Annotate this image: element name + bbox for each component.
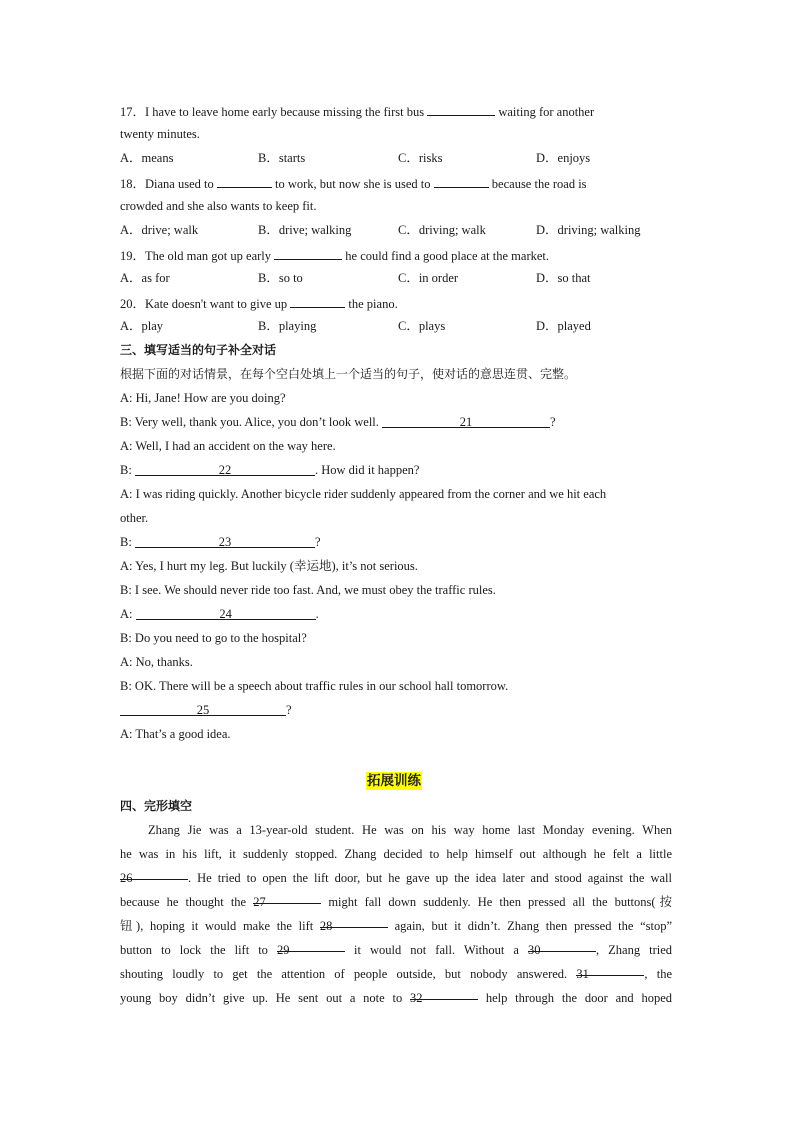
q18-option-b[interactable]: B．drive; walking (258, 223, 352, 237)
dialog-line: A: I was riding quickly. Another bicycle rider suddenly appeared from the corner and we hit each (120, 487, 607, 501)
q17-stem-part: 17．I have to leave home early because missing the first bus (120, 105, 425, 119)
passage-text: it would not fall. Without a (354, 943, 519, 957)
dialog-text: ? (314, 535, 321, 549)
dialog-text: B: (120, 463, 132, 477)
passage-text: . He tried to open the lift door, but he gave up the idea later and stood against the wall (188, 871, 672, 885)
q17-blank[interactable] (427, 102, 495, 116)
blank-26[interactable] (120, 866, 188, 885)
dialog-line: B: Do you need to go to the hospital? (120, 631, 307, 645)
passage-text: shouting loudly to get the attention of people outside, but nobody answered. (120, 967, 568, 981)
q18-blank-2[interactable] (434, 174, 489, 188)
passage-text: because he thought the (120, 895, 247, 909)
q18-stem-part: to work, but now she is used to (274, 177, 431, 191)
blank-31[interactable] (576, 962, 644, 981)
section3-instruction: 根据下面的对话情景，在每个空白处填上一个适当的句子，使对话的意思连贯、完整。 (120, 367, 577, 381)
q18-stem-part: crowded and she also wants to keep fit. (120, 199, 317, 213)
q20-stem-part: 20．Kate doesn't want to give up (120, 297, 288, 311)
passage-line (120, 914, 672, 938)
q18-stem-line1 (120, 174, 587, 192)
blank-number: 32 (410, 991, 423, 1005)
passage-text: again, but it didn’t. Zhang then pressed the “stop” (394, 919, 673, 933)
passage-text: young boy didn’t give up. He sent out a note to (120, 991, 403, 1005)
passage-text: help through the door and hoped (485, 991, 672, 1005)
section3-heading: 三、填写适当的句子补全对话 (120, 343, 277, 357)
blank-number: 31 (576, 967, 589, 981)
dialog-text: ? (550, 415, 556, 429)
q19-stem (120, 246, 549, 264)
dialog-line: A: Well, I had an accident on the way here. (120, 439, 336, 453)
q18-blank-1[interactable] (217, 174, 272, 188)
dialog-line: B: OK. There will be a speech about traffic rules in our school hall tomorrow. (120, 679, 509, 693)
passage-text: , Zhang tried (596, 943, 673, 957)
dialog-text: . (315, 607, 319, 621)
q20-stem (120, 294, 398, 312)
extension-title: 拓展训练 (367, 773, 421, 789)
q20-blank[interactable] (290, 294, 345, 308)
blank-28[interactable] (319, 914, 388, 933)
q17-stem-part: twenty minutes. (120, 127, 200, 141)
dialog-text: B: (120, 535, 132, 549)
blank-30[interactable] (528, 938, 596, 957)
dialog-text: ? (286, 703, 292, 717)
passage-line (120, 890, 672, 914)
passage-text: might fall down suddenly. He then pressed all the buttons(按 (328, 895, 673, 909)
q20-stem-part: the piano. (348, 297, 398, 311)
q18-option-a[interactable]: A．drive; walk (120, 223, 199, 237)
dialog-line (120, 414, 556, 430)
q20-option-c[interactable]: C．plays (398, 319, 446, 333)
blank-number: 21 (459, 415, 473, 429)
dialog-line: A: Hi, Jane! How are you doing? (120, 391, 286, 405)
dialog-text: . How did it happen? (314, 463, 420, 477)
q17-option-b[interactable]: B．starts (258, 151, 306, 165)
blank-number: 26 (120, 871, 133, 885)
q18-stem-part: 18．Diana used to (120, 177, 214, 191)
passage-line: he was in his lift, it suddenly stopped. Zhang decided to help himself out although he felt a little (120, 847, 672, 861)
cloze-passage (120, 818, 672, 1010)
passage-text: button to lock the lift to (120, 943, 268, 957)
blank-27[interactable] (253, 890, 321, 909)
q18-option-c[interactable]: C．driving; walk (398, 223, 486, 237)
passage-line (120, 962, 672, 986)
q19-option-d[interactable]: D．so that (536, 271, 591, 285)
dialog-line: B: I see. We should never ride too fast. And, we must obey the traffic rules. (120, 583, 496, 597)
blank-25[interactable] (120, 702, 286, 716)
blank-number: 27 (253, 895, 266, 909)
q19-stem-part: he could find a good place at the market. (345, 249, 550, 263)
passage-line (120, 866, 672, 890)
q18-option-d[interactable]: D．driving; walking (536, 223, 641, 237)
dialog-line (120, 702, 292, 718)
blank-23[interactable] (135, 534, 315, 548)
blank-22[interactable] (135, 462, 315, 476)
blank-number: 23 (218, 535, 232, 549)
blank-number: 29 (276, 943, 290, 957)
passage-line: Zhang Jie was a 13-year-old student. He was on his way home last Monday evening. When (148, 823, 672, 837)
blank-number: 30 (528, 943, 541, 957)
q17-option-c[interactable]: C．risks (398, 151, 443, 165)
dialog-line (120, 534, 321, 550)
section4-heading: 四、完形填空 (120, 799, 193, 813)
blank-number: 24 (219, 607, 232, 621)
passage-line (120, 986, 672, 1010)
q20-option-a[interactable]: A．play (120, 319, 164, 333)
blank-29[interactable] (276, 938, 345, 957)
passage-line (120, 938, 672, 962)
q20-option-b[interactable]: B．playing (258, 319, 317, 333)
q17-option-d[interactable]: D．enjoys (536, 151, 591, 165)
blank-21[interactable] (382, 414, 550, 428)
q19-blank[interactable] (274, 246, 342, 260)
dialog-line (120, 462, 419, 478)
q18-stem-part: because the road is (491, 177, 587, 191)
blank-number: 28 (319, 919, 333, 933)
passage-text: 钮), hoping it would make the lift (120, 919, 314, 933)
dialog-line: A: Yes, I hurt my leg. But luckily (幸运地), it’s not serious. (120, 559, 418, 573)
blank-number: 22 (218, 463, 232, 477)
q19-stem-part: 19．The old man got up early (120, 249, 272, 263)
dialog-line: A: That’s a good idea. (120, 727, 231, 741)
q19-option-b[interactable]: B．so to (258, 271, 303, 285)
q19-option-a[interactable]: A．as for (120, 271, 170, 285)
q17-stem-line1 (120, 102, 594, 120)
q18-stem-line2 (120, 198, 316, 214)
blank-32[interactable] (410, 986, 478, 1005)
q20-option-d[interactable]: D．played (536, 319, 591, 333)
q19-option-c[interactable]: C．in order (398, 271, 459, 285)
q17-stem-part: waiting for another (498, 105, 595, 119)
blank-number: 25 (196, 703, 210, 717)
dialog-line: other. (120, 511, 149, 525)
dialog-line (120, 606, 319, 622)
q17-stem-line2 (120, 126, 200, 142)
dialog-line: A: No, thanks. (120, 655, 193, 669)
dialog-text: A: (120, 607, 133, 621)
passage-text: , the (644, 967, 672, 981)
q17-option-a[interactable]: A．means (120, 151, 174, 165)
blank-24[interactable] (136, 606, 316, 620)
dialog-text: B: Very well, thank you. Alice, you don’t look well. (120, 415, 379, 429)
